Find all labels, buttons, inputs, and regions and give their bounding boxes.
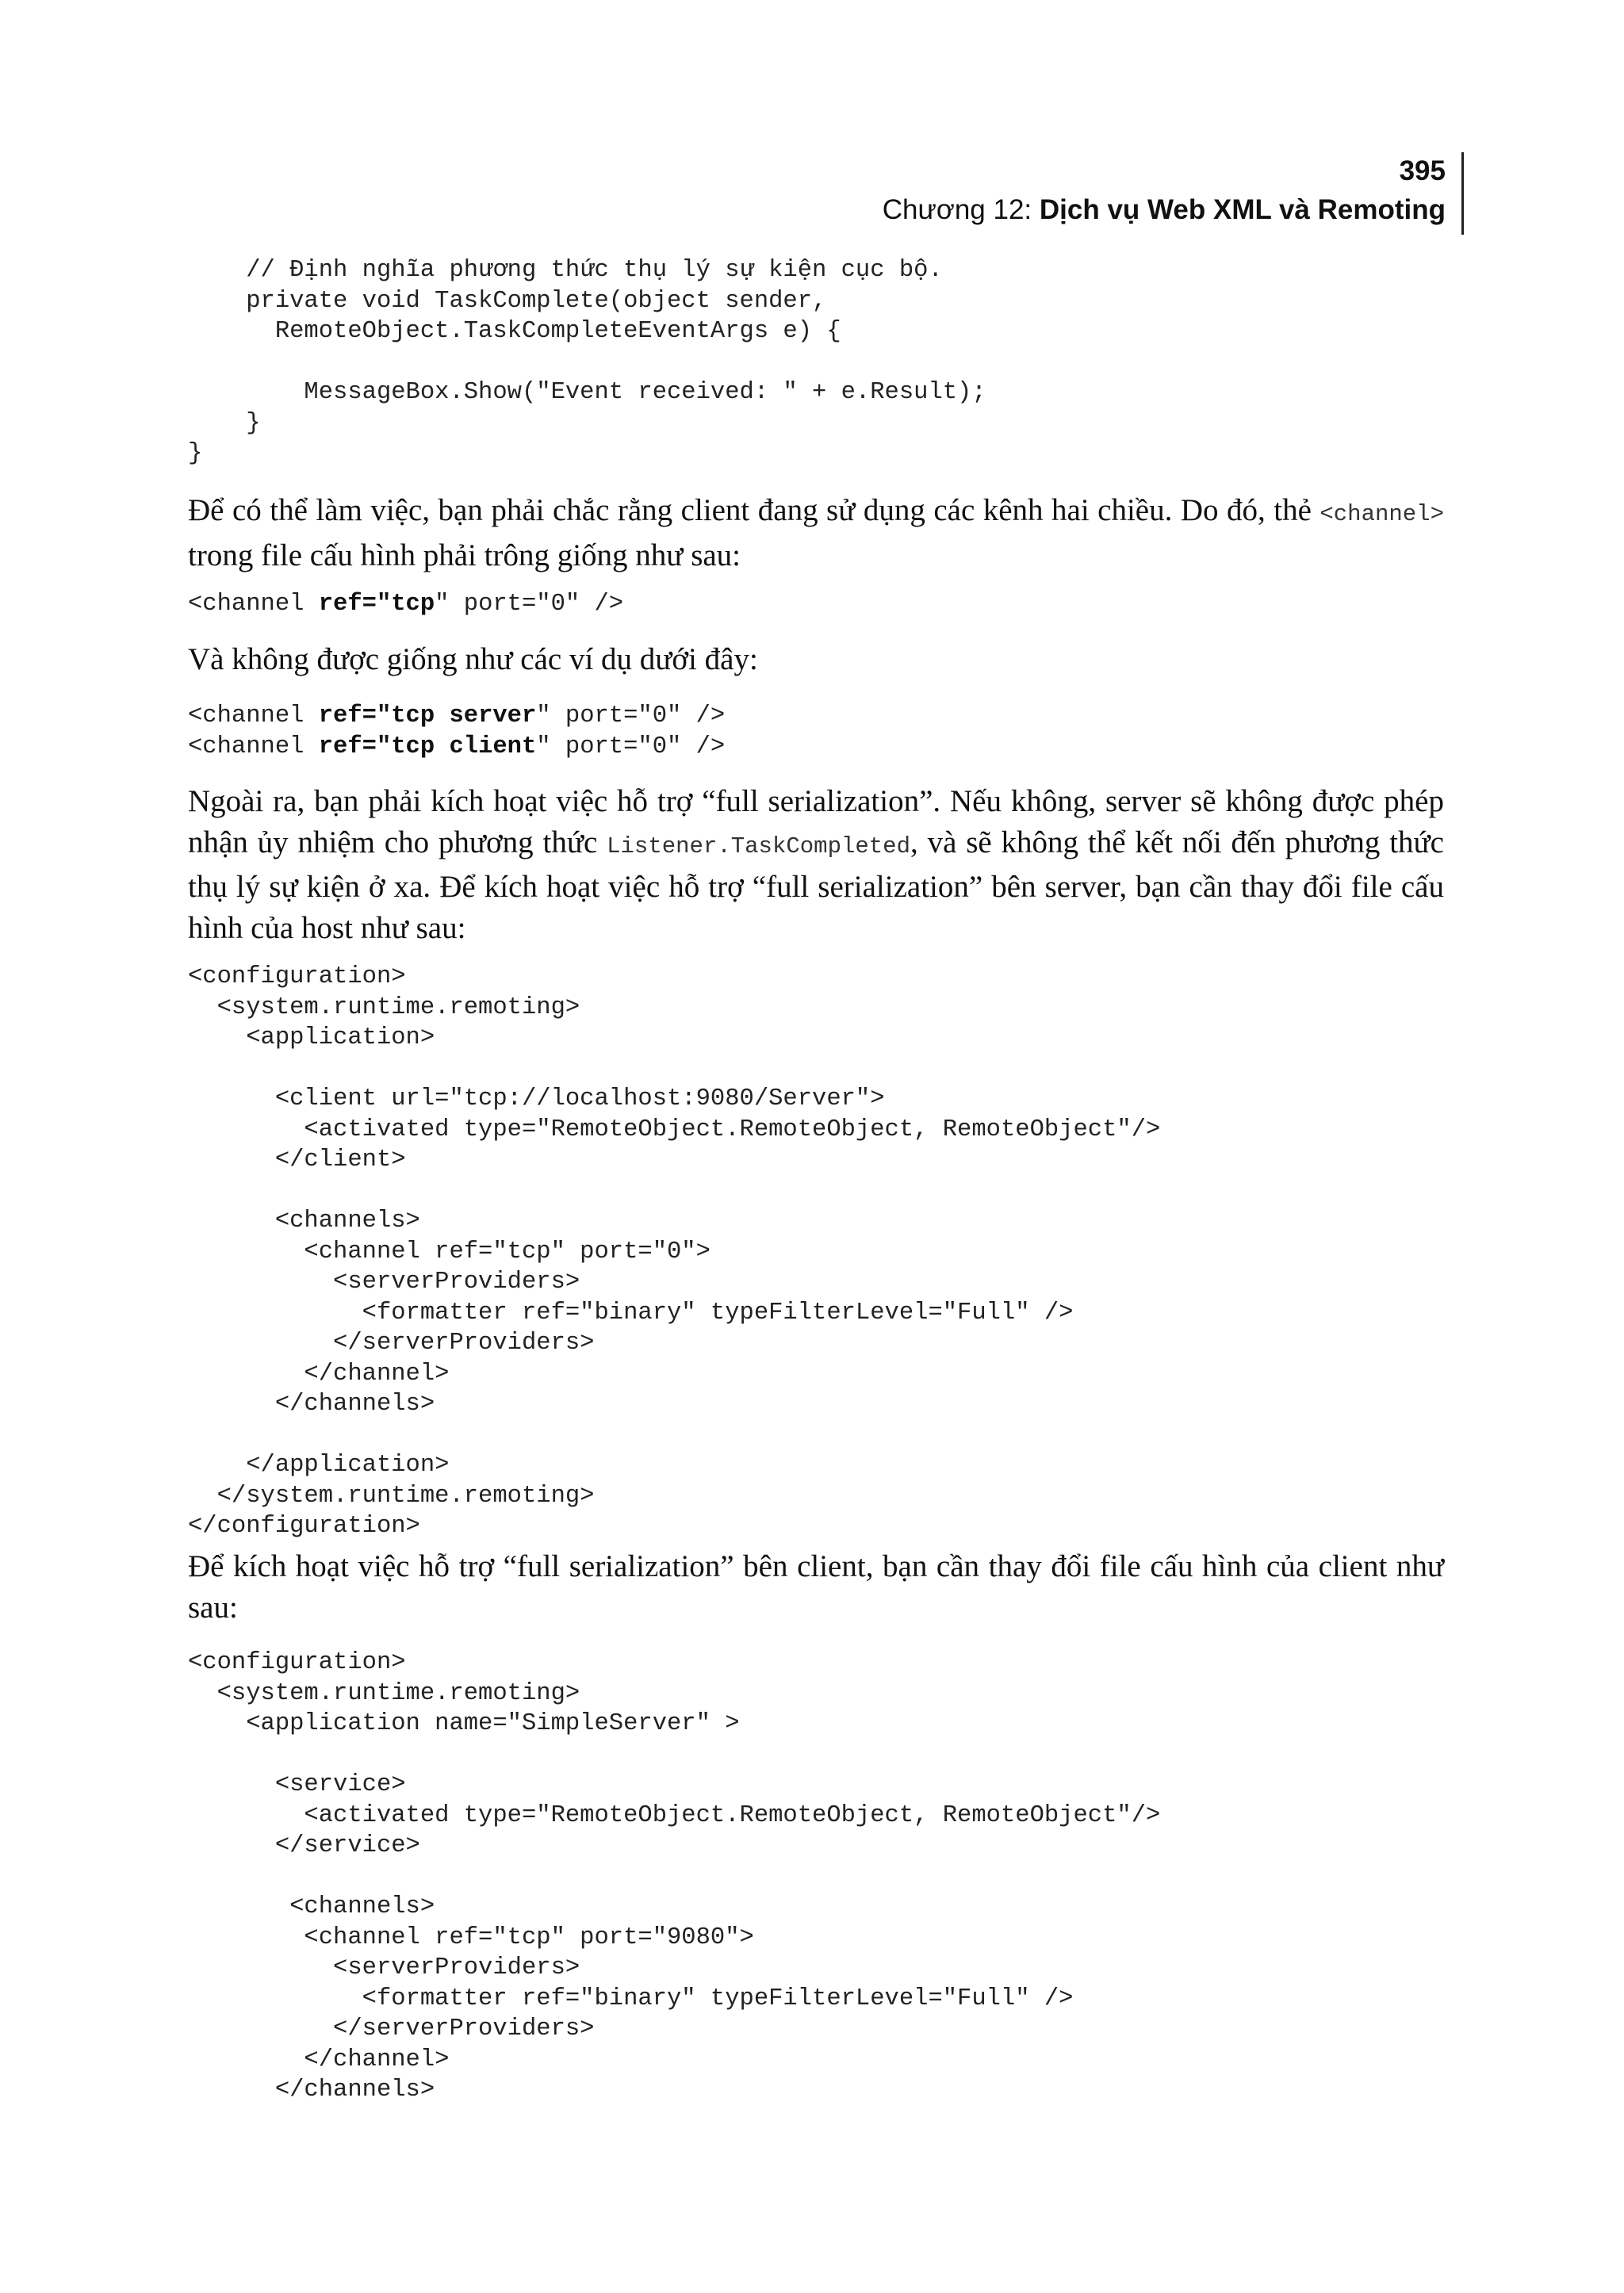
code-line: <serverProviders> (188, 1269, 580, 1296)
paragraph-not-like (188, 639, 1444, 680)
paragraph-text: Ngoài ra, bạn phải kích hoạt việc hỗ trợ “full serialization”. Nếu không, server sẽ không được phép nhận ủy nhiệm cho phương thức (188, 784, 1444, 859)
code-fragment-bold: ref="tcp client (318, 733, 537, 760)
code-listing (188, 1648, 1444, 2106)
code-line: </channel> (188, 1360, 450, 1388)
code-line: <system.runtime.remoting> (188, 1679, 580, 1707)
code-line: <configuration> (188, 1649, 406, 1676)
body-paragraph: Và không được giống như các ví dụ dưới đây: (188, 642, 758, 676)
code-line: <system.runtime.remoting> (188, 993, 580, 1021)
code-listing (188, 701, 1444, 762)
code-line: </channels> (188, 1391, 435, 1418)
page-number: 395 (1399, 155, 1446, 186)
code-fragment: " port="0" /> (536, 733, 726, 760)
code-fragment: <channel (188, 702, 319, 729)
code-line: <service> (188, 1771, 406, 1798)
code-line: // Định nghĩa phương thức thụ lý sự kiện cục bộ. (188, 257, 943, 284)
code-block-client-config (188, 1648, 1444, 2106)
code-line: <channels> (188, 1893, 435, 1920)
code-fragment-bold: ref="tcp server (318, 702, 537, 729)
code-fragment: <channel (188, 591, 319, 618)
chapter-title: Dịch vụ Web XML và Remoting (1039, 194, 1446, 225)
paragraph-text: Để có thể làm việc, bạn phải chắc rằng client đang sử dụng các kênh hai chiều. Do đó, thẻ (188, 493, 1320, 527)
body-paragraph (188, 490, 1444, 576)
code-line: } (188, 440, 203, 467)
code-line: MessageBox.Show("Event received: " + e.Result); (188, 379, 986, 406)
code-fragment: " port="0" /> (435, 591, 624, 618)
paragraph-full-serialization-client (188, 1546, 1444, 1628)
code-line: <application> (188, 1024, 435, 1051)
page-header (883, 152, 1446, 230)
code-line: <formatter ref="binary" typeFilterLevel="Full" /> (188, 1299, 1074, 1326)
inline-code: Listener.TaskCompleted (607, 833, 910, 859)
body-paragraph (188, 781, 1444, 948)
body-paragraph: Để kích hoạt việc hỗ trợ “full serialization” bên client, bạn cần thay đổi file cấu hình của client như sau: (188, 1549, 1444, 1625)
code-line: </client> (188, 1146, 406, 1173)
code-listing (188, 589, 1444, 620)
code-block-event-handler (188, 255, 1444, 469)
code-line: <activated type="RemoteObject.RemoteObject, RemoteObject"/> (188, 1801, 1161, 1829)
code-line: <client url="tcp://localhost:9080/Server"> (188, 1085, 885, 1112)
paragraph-text: trong file cấu hình phải trông giống như sau: (188, 538, 741, 572)
code-line: <channels> (188, 1208, 420, 1235)
code-line: </service> (188, 1832, 420, 1859)
code-line: private void TaskComplete(object sender, (188, 287, 827, 315)
code-listing (188, 255, 1444, 469)
code-line: </channel> (188, 2046, 450, 2073)
paragraph-text: , và sẽ không thể kết nối đến phương thức thụ lý sự kiện ở xa. Để kích hoạt việc hỗ trợ “full serialization” bên server, bạn cần thay đổi file cấu hình của host như sau: (188, 825, 1444, 945)
code-line: <channel ref="tcp" port="9080"> (188, 1924, 754, 1951)
code-block-host-config (188, 962, 1444, 1542)
code-line: <activated type="RemoteObject.RemoteObject, RemoteObject"/> (188, 1116, 1161, 1143)
code-line: <application name="SimpleServer" > (188, 1710, 740, 1737)
code-line: RemoteObject.TaskCompleteEventArgs e) { (188, 318, 841, 345)
code-fragment-bold: ref="tcp (318, 591, 435, 618)
code-line: </application> (188, 1452, 450, 1479)
code-line: </serverProviders> (188, 2015, 595, 2042)
header-vertical-rule (1461, 152, 1464, 235)
chapter-prefix: Chương 12: (882, 194, 1040, 225)
code-line: } (188, 409, 261, 437)
code-listing (188, 962, 1444, 1542)
chapter-heading (883, 190, 1446, 230)
code-line: <formatter ref="binary" typeFilterLevel="Full" /> (188, 1985, 1074, 2012)
code-line: <configuration> (188, 963, 406, 990)
code-line: </configuration> (188, 1513, 420, 1540)
code-fragment: " port="0" /> (536, 702, 726, 729)
code-fragment: <channel (188, 733, 319, 760)
code-line: <serverProviders> (188, 1954, 580, 1981)
code-block-wrong-channels (188, 701, 1444, 762)
inline-code: <channel> (1320, 501, 1444, 527)
code-block-correct-channel (188, 589, 1444, 620)
paragraph-full-serialization-server (188, 781, 1444, 948)
code-line: </system.runtime.remoting> (188, 1482, 595, 1510)
code-line: </serverProviders> (188, 1330, 595, 1357)
code-line: </channels> (188, 2077, 435, 2104)
paragraph-bidirectional-channels (188, 490, 1444, 576)
code-line: <channel ref="tcp" port="0"> (188, 1238, 710, 1265)
